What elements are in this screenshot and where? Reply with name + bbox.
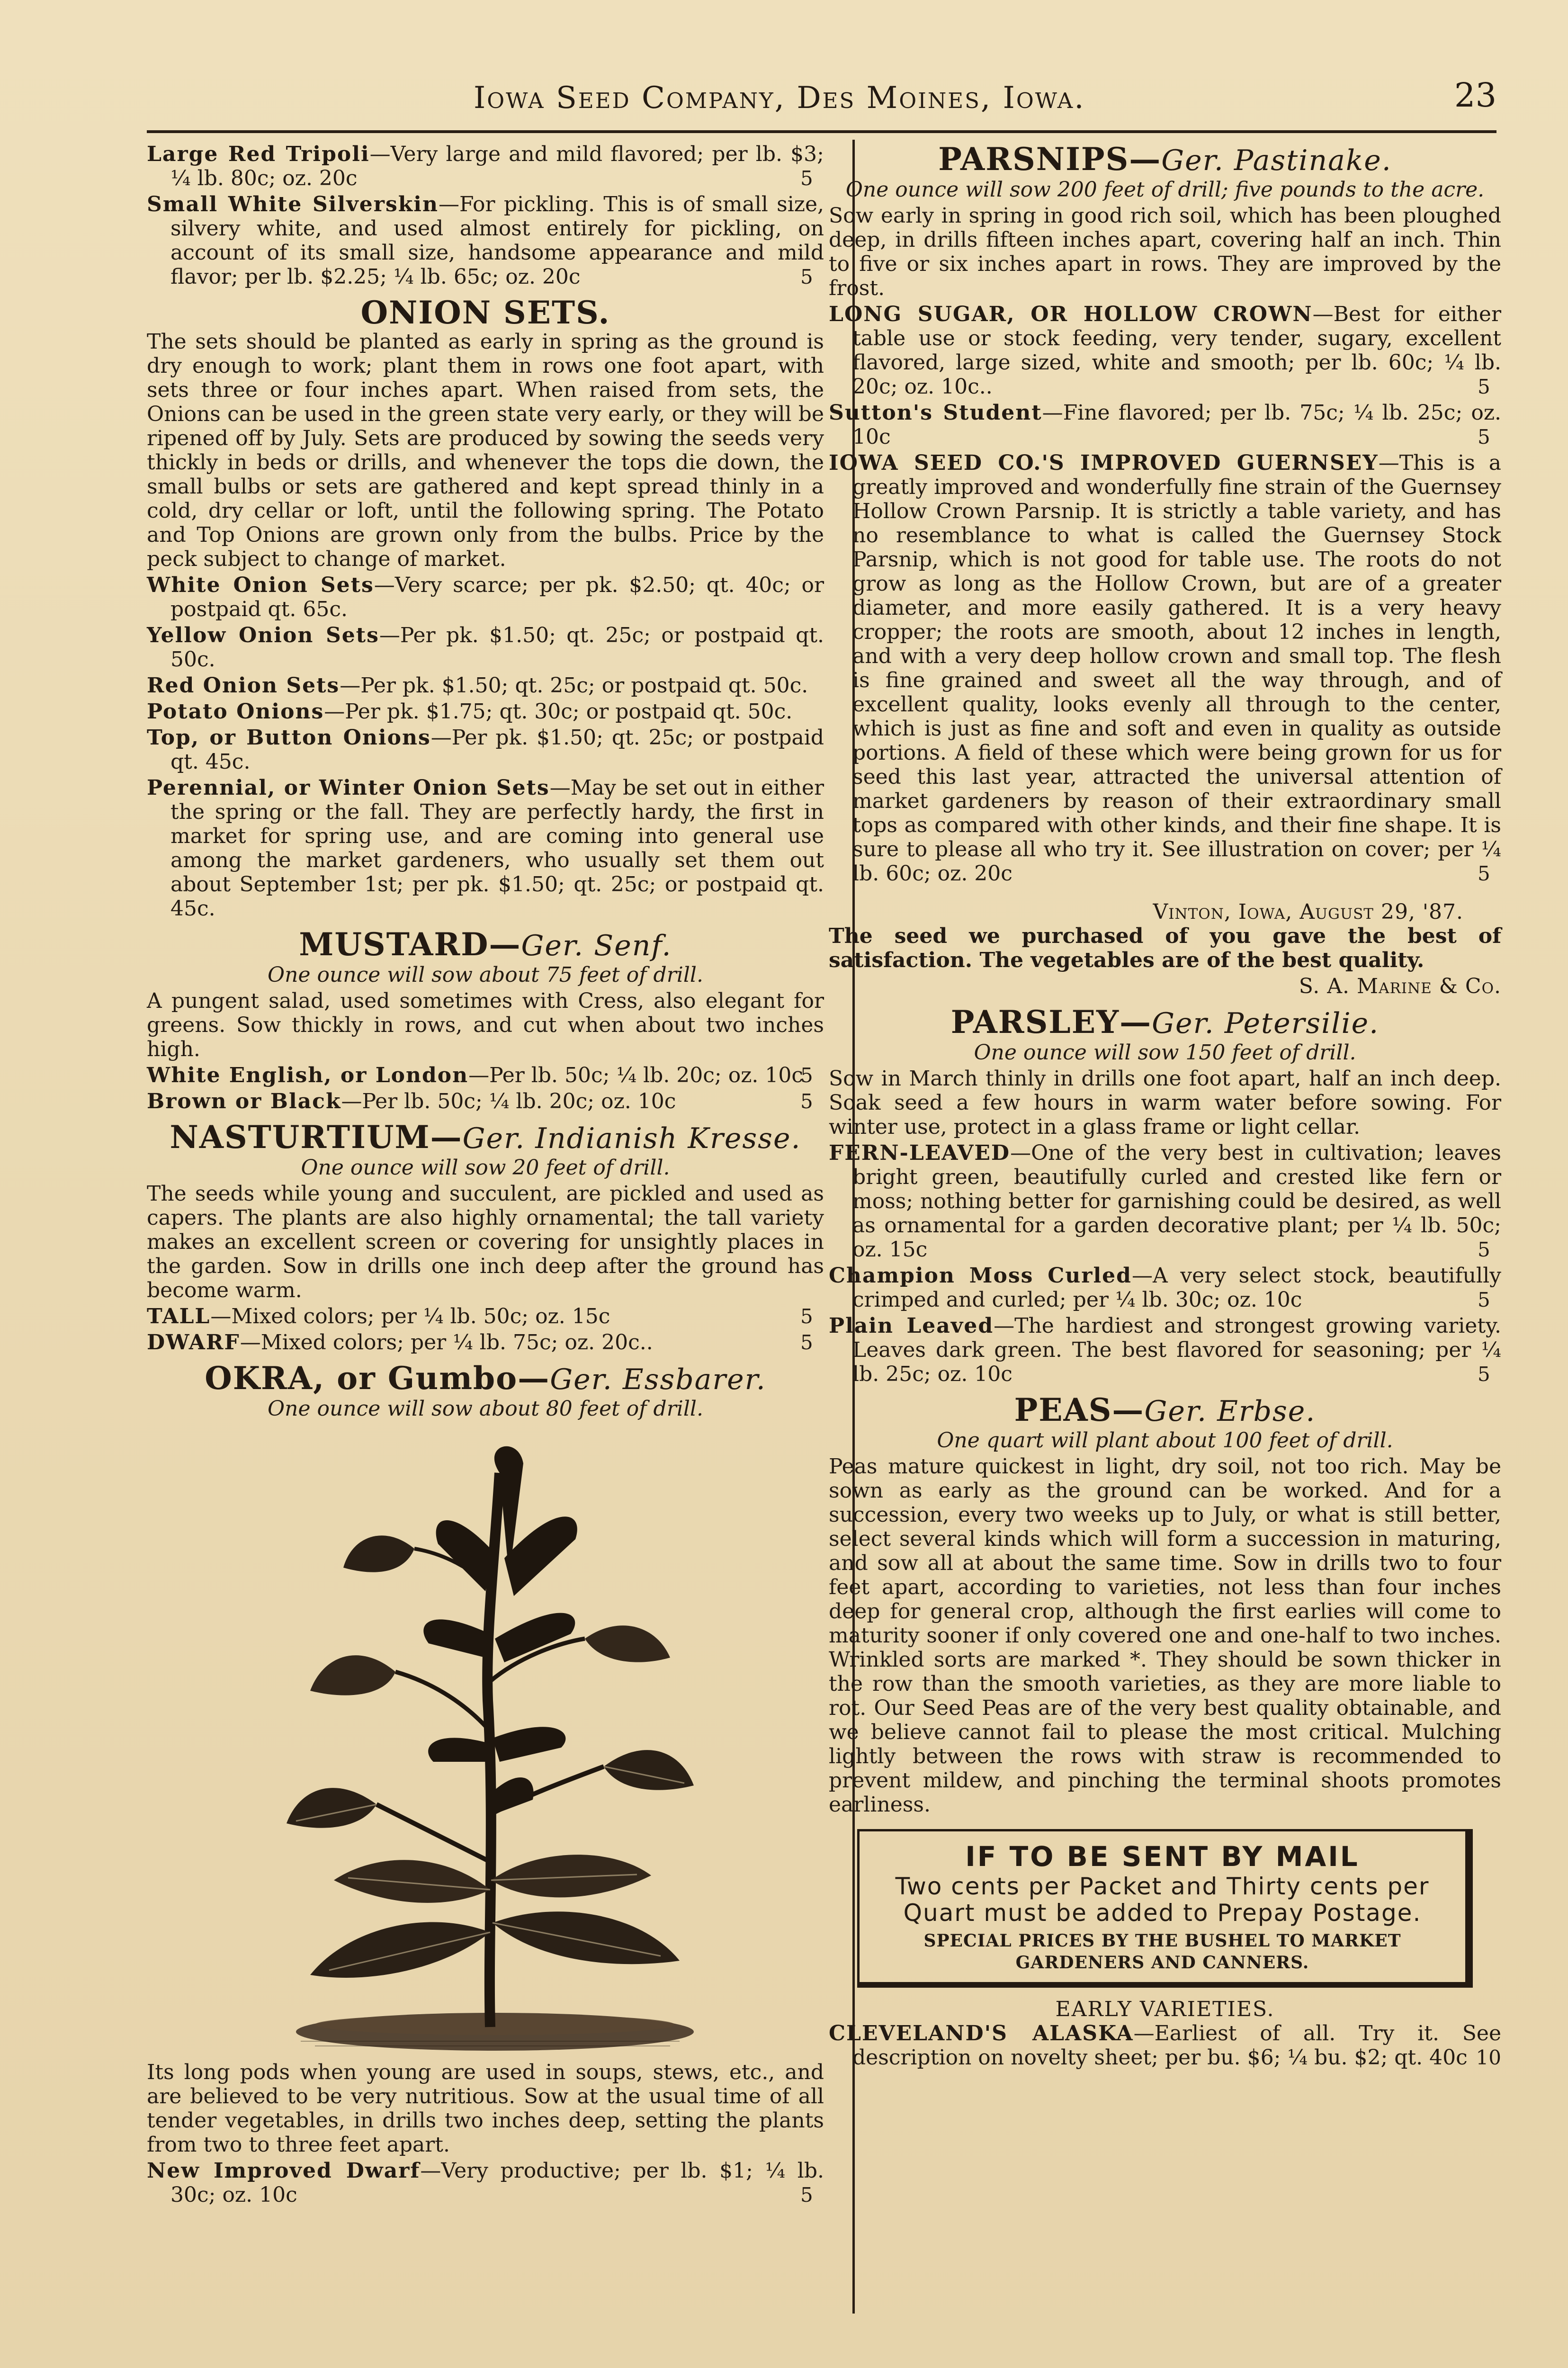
variety-name: Yellow Onion Sets (147, 623, 379, 647)
mail-notice-box (857, 1829, 1473, 1988)
variety-desc: —Very large and mild flavored; per lb. $3; ¼ lb. 80c; oz. 20c (170, 142, 824, 190)
variety-name: New Improved Dwarf (147, 2159, 421, 2183)
variety-name: Large Red Tripoli (147, 142, 370, 166)
parsley-subheading: One ounce will sow 150 feet of drill. (974, 1040, 1356, 1065)
entry-white-english: White English, or London—Per lb. 50c; ¼ lb. 20c; oz. 10c 5 (147, 1063, 813, 1087)
entry-perennial-onion-sets (147, 776, 824, 921)
parsley-heading (829, 1005, 1501, 1040)
parsnips-subheading: One ounce will sow 200 feet of drill; five pounds to the acre. (845, 178, 1485, 202)
heading-german: Ger. Pastinake. (1161, 144, 1392, 177)
entry-yellow-onion-sets (147, 623, 824, 672)
entry-tall: TALL—Mixed colors; per ¼ lb. 50c; oz. 15c 5 (147, 1304, 813, 1328)
testimonial (829, 900, 1501, 998)
heading-main: OKRA, or Gumbo— (205, 1360, 550, 1397)
entry-suttons-student: Sutton's Student—Fine flavored; per lb. 75c; ¼ lb. 25c; oz. 10c 5 (829, 401, 1501, 449)
entry-white-onion-sets (147, 573, 824, 621)
variety-desc: —Per pk. $1.75; qt. 30c; or postpaid qt. 50c. (324, 700, 793, 724)
entry-potato-onions (147, 700, 824, 724)
variety-desc: —This is a greatly improved and wonderfully fine strain of the Guernsey Hollow Crown Parsnip. It is strictly a table variety, and has no resemblance to what is called the Guernsey Stock Parsnip, which is not good for table use. The roots do not grow as long as the Hollow Crown, but are of a greater diameter, and more easily gathered. It is a very heavy cropper; the roots are smooth, about 12 inches in length, and with a very deep hollow crown and small top. The flesh is fine grained and sweet all the way through, and of excellent quality, looks evenly all through to the center, which is just as fine and soft and even in quality as outside portions. A field of these which were being grown for us for seed this last year, attracted the universal attention of market gardeners by reason of their extraordinary small tops as compared with other kinds, and their fine shape. It is sure to please all who try it. See illustration on cover; per ¼ lb. 60c; oz. 20c (852, 451, 1501, 886)
variety-desc: —One of the very best in cultivation; leaves bright green, beautifully curled and crested like fern or moss; nothing better for garnishing could be desired, as well as ornamental for a garden decorative plant; per ¼ lb. 50c; oz. 15c (852, 1141, 1501, 1262)
variety-name: FERN-LEAVED (829, 1141, 1011, 1165)
peas-heading (829, 1393, 1501, 1428)
entry-plain-leaved: Plain Leaved—The hardiest and strongest growing variety. Leaves dark green. The best flavored for seasoning; per ¼ lb. 25c; oz. 10c 5 (829, 1314, 1501, 1386)
heading-main: NASTURTIUM— (170, 1119, 463, 1156)
entry-large-red-tripoli: Large Red Tripoli—Very large and mild flavored; per lb. $3; ¼ lb. 80c; oz. 20c 5 (147, 142, 824, 190)
variety-name: TALL (147, 1304, 211, 1328)
nasturtium-subheading: One ounce will sow 20 feet of drill. (301, 1156, 670, 1180)
variety-desc: —Fine flavored; per lb. 75c; ¼ lb. 25c; oz. 10c (852, 401, 1501, 449)
heading-main: PARSNIPS— (938, 141, 1162, 178)
mustard-intro: A pungent salad, used sometimes with Cress, also elegant for greens. Sow thickly in rows, and cut when about two inches high. (147, 989, 824, 1061)
testimonial-date: Vinton, Iowa, August 29, '87. (1153, 900, 1463, 924)
variety-desc: —Very scarce; per pk. $2.50; qt. 40c; or postpaid qt. 65c. (170, 573, 824, 621)
variety-desc: —Per lb. 50c; ¼ lb. 20c; oz. 10c (468, 1063, 804, 1087)
variety-name: White English, or London (147, 1063, 469, 1087)
entry-champion-moss-curled: Champion Moss Curled—A very select stock, beautifully crimped and curled; per ¼ lb. 30c; oz. 10c 5 (829, 1264, 1502, 1312)
heading-german: Ger. Petersilie. (1152, 1007, 1380, 1040)
entry-clevelands-alaska (829, 2021, 1501, 2070)
variety-name: Small White Silverskin (147, 192, 439, 216)
entry-iowa-improved-guernsey: IOWA SEED CO.'S IMPROVED GUERNSEY—This is a greatly improved and wonderfully fine strain of the Guernsey Hollow Crown Parsnip. It is strictly a table variety, and has no resemblance to what is called the Guernsey Stock Parsnip, which is not good for table use. The roots do not grow as long as the Hollow Crown, but are of a greater diameter, and more easily gathered. It is a very heavy cropper; the roots are smooth, about 12 inches in length, and with a very deep hollow crown and small top. The flesh is fine grained and sweet all the way through, and of excellent quality, looks evenly all through to the center, which is just as fine and soft and even in quality as outside portions. A field of these which were being grown for us for seed this last year, attracted the universal attention of market gardeners by reason of their extraordinary small tops as compared with other kinds, and their fine shape. It is sure to please all who try it. See illustration on cover; per ¼ lb. 60c; oz. 20c 5 (829, 451, 1501, 886)
page-header (142, 71, 1496, 128)
variety-name: DWARF (147, 1330, 240, 1354)
running-title: Iowa Seed Company, Des Moines, Iowa. (474, 81, 1085, 116)
variety-name: White Onion Sets (147, 573, 374, 597)
variety-name: CLEVELAND'S ALASKA (829, 2021, 1134, 2045)
testimonial-signature: S. A. Marine & Co. (1299, 974, 1501, 998)
nasturtium-intro: The seeds while young and succulent, are pickled and used as capers. The plants are also highly ornamental; the tall variety makes an excellent screen or covering for unsightly places in the garden. Sow in drills one inch deep after the ground has become warm. (147, 1182, 824, 1302)
entry-small-white-silverskin: Small White Silverskin—For pickling. This is of small size, silvery white, and used almost entirely for pickling, on account of its small size, handsome appearance and mild flavor; per lb. $2.25; ¼ lb. 65c; oz. 20c 5 (147, 192, 824, 289)
variety-name: IOWA SEED CO.'S IMPROVED GUERNSEY (829, 451, 1379, 475)
okra-subheading: One ounce will sow about 80 feet of drill. (268, 1397, 703, 1421)
nasturtium-heading (147, 1120, 824, 1156)
heading-german: Ger. Indianish Kresse. (462, 1122, 801, 1155)
variety-name: Potato Onions (147, 700, 324, 724)
parsnips-heading (829, 142, 1501, 178)
okra-intro: Its long pods when young are used in soups, stews, etc., and are believed to be very nutritious. Sow at the usual time of all tender vegetables, in drills two inches deep, setting the plants from two to three feet apart. (147, 2060, 824, 2157)
variety-desc: —Per lb. 50c; ¼ lb. 20c; oz. 10c (341, 1089, 676, 1113)
left-column (147, 142, 824, 2209)
onion-sets-heading: ONION SETS. (360, 294, 610, 331)
mail-notice-title: IF TO BE SENT BY MAIL (965, 1840, 1360, 1873)
header-rule (147, 130, 1496, 133)
entry-fern-leaved: FERN-LEAVED—One of the very best in cultivation; leaves bright green, beautifully curled and crested like fern or moss; nothing better for garnishing could be desired, as well as ornamental for a garden decorative plant; per ¼ lb. 50c; oz. 15c 5 (829, 1141, 1501, 1262)
entry-brown-or-black: Brown or Black—Per lb. 50c; ¼ lb. 20c; oz. 10c 5 (147, 1089, 813, 1113)
entry-dwarf: DWARF—Mixed colors; per ¼ lb. 75c; oz. 20c.. 5 (147, 1330, 813, 1354)
variety-desc: —Mixed colors; per ¼ lb. 75c; oz. 20c.. (240, 1330, 653, 1354)
heading-german: Ger. Essbarer. (550, 1363, 766, 1396)
variety-desc: —A very select stock, beautifully crimped and curled; per ¼ lb. 30c; oz. 10c (852, 1264, 1502, 1312)
heading-main: PARSLEY— (950, 1004, 1152, 1040)
heading-german: Ger. Erbse. (1144, 1395, 1316, 1428)
variety-desc: —For pickling. This is of small size, silvery white, and used almost entirely for pickling, on account of its small size, handsome appearance and mild flavor; per lb. $2.25; ¼ lb. 65c; oz. 20c (170, 192, 824, 289)
peas-intro: Peas mature quickest in light, dry soil, not too rich. May be sown as early as the ground can be worked. And for a succession, every two weeks up to July, or what is still better, select several kinds which will form a succession in maturing, and sow all at about the same time. Sow in drills two to four feet apart, according to varieties, not less than four inches deep for general crop, although the first earlies will come to maturity sooner if only covered one and one-half to two inches. Wrinkled sorts are marked *. They should be sown thicker in the row than the smooth varieties, as they are more liable to rot. Our Seed Peas are of the very best quality obtainable, and we believe cannot fail to please the most critical. Mulching lightly between the rows with straw is recommended to prevent mildew, and pinching the terminal shoots promotes earliness. (829, 1454, 1501, 1817)
variety-name: Champion Moss Curled (829, 1264, 1132, 1288)
variety-name: Red Onion Sets (147, 673, 340, 698)
variety-name: Sutton's Student (829, 401, 1042, 425)
onion-sets-intro: The sets should be planted as early in spring as the ground is dry enough to work; plant them in rows one foot apart, with sets three or four inches apart. When raised from sets, the Onions can be used in the green state very early, or they will be ripened off by July. Sets are produced by sowing the seeds very thickly in beds or drills, and whenever the tops die down, the small bulbs or sets are gathered and kept spread thinly in a cold, dry cellar or loft, until the following spring. The Potato and Top Onions are grown only from the bulbs. Price by the peck subject to change of market. (147, 330, 824, 571)
peas-subheading: One quart will plant about 100 feet of drill. (937, 1428, 1393, 1453)
variety-desc: —The hardiest and strongest growing variety. Leaves dark green. The best flavored for seasoning; per ¼ lb. 25c; oz. 10c (852, 1314, 1501, 1386)
early-varieties-heading: EARLY VARIETIES. (1055, 1997, 1275, 2021)
parsnips-intro: Sow early in spring in good rich soil, which has been ploughed deep, in drills fifteen inches apart, covering half an inch. Thin to five or six inches apart in rows. They are improved by the frost. (829, 204, 1501, 300)
variety-name: LONG SUGAR, OR HOLLOW CROWN (829, 302, 1313, 326)
variety-desc: —Per pk. $1.50; qt. 25c; or postpaid qt. 45c. (170, 726, 824, 774)
okra-heading (147, 1361, 824, 1397)
variety-name: Top, or Button Onions (147, 726, 431, 750)
entry-top-button-onions (147, 726, 824, 774)
variety-desc: —Per pk. $1.50; qt. 25c; or postpaid qt. 50c. (170, 623, 824, 672)
variety-number: 10 (1476, 2046, 1501, 2069)
variety-name: Perennial, or Winter Onion Sets (147, 776, 550, 800)
entry-long-sugar: LONG SUGAR, OR HOLLOW CROWN—Best for either table use or stock feeding, very tender, sugary, excellent flavored, large sized, white and smooth; per lb. 60c; ¼ lb. 20c; oz. 10c.. 5 (829, 302, 1501, 399)
heading-main: PEAS— (1014, 1391, 1145, 1428)
page-number: 23 (1454, 76, 1496, 115)
entry-red-onion-sets (147, 673, 824, 698)
mail-notice-special: SPECIAL PRICES BY THE BUSHEL TO MARKET GARDENERS AND CANNERS. (923, 1931, 1401, 1973)
testimonial-text: The seed we purchased of you gave the best of satisfaction. The vegetables are of the best quality. (829, 924, 1501, 972)
variety-desc: —Earliest of all. Try it. See description on novelty sheet; per bu. $6; ¼ bu. $2; qt. 40c (852, 2021, 1501, 2070)
right-column (829, 142, 1501, 2072)
heading-german: Ger. Senf. (521, 929, 672, 962)
mustard-heading (147, 927, 824, 963)
mail-notice-text: Two cents per Packet and Thirty cents per Quart must be added to Prepay Postage. (895, 1873, 1430, 1927)
variety-name: Brown or Black (147, 1089, 341, 1113)
mustard-subheading: One ounce will sow about 75 feet of drill. (268, 963, 703, 987)
heading-main: MUSTARD— (299, 926, 521, 963)
entry-new-improved-dwarf: New Improved Dwarf—Very productive; per lb. $1; ¼ lb. 30c; oz. 10c 5 (147, 2159, 824, 2207)
okra-plant-illustration (272, 1435, 699, 2055)
variety-name: Plain Leaved (829, 1314, 994, 1338)
variety-desc: —May be set out in either the spring or the fall. They are perfectly hardy, the first in market for spring use, and are coming into general use among the market gardeners, who usually set them out about September 1st; per pk. $1.50; qt. 25c; or postpaid qt. 45c. (170, 776, 824, 921)
variety-desc: —Best for either table use or stock feeding, very tender, sugary, excellent flavored, large sized, white and smooth; per lb. 60c; ¼ lb. 20c; oz. 10c.. (852, 302, 1501, 399)
parsley-intro: Sow in March thinly in drills one foot apart, half an inch deep. Soak seed a few hours in warm water before sowing. For winter use, protect in a glass frame or light cellar. (829, 1067, 1501, 1139)
variety-desc: —Per pk. $1.50; qt. 25c; or postpaid qt. 50c. (340, 673, 808, 698)
variety-desc: —Very productive; per lb. $1; ¼ lb. 30c; oz. 10c (170, 2159, 824, 2207)
variety-desc: —Mixed colors; per ¼ lb. 50c; oz. 15c (210, 1304, 610, 1328)
